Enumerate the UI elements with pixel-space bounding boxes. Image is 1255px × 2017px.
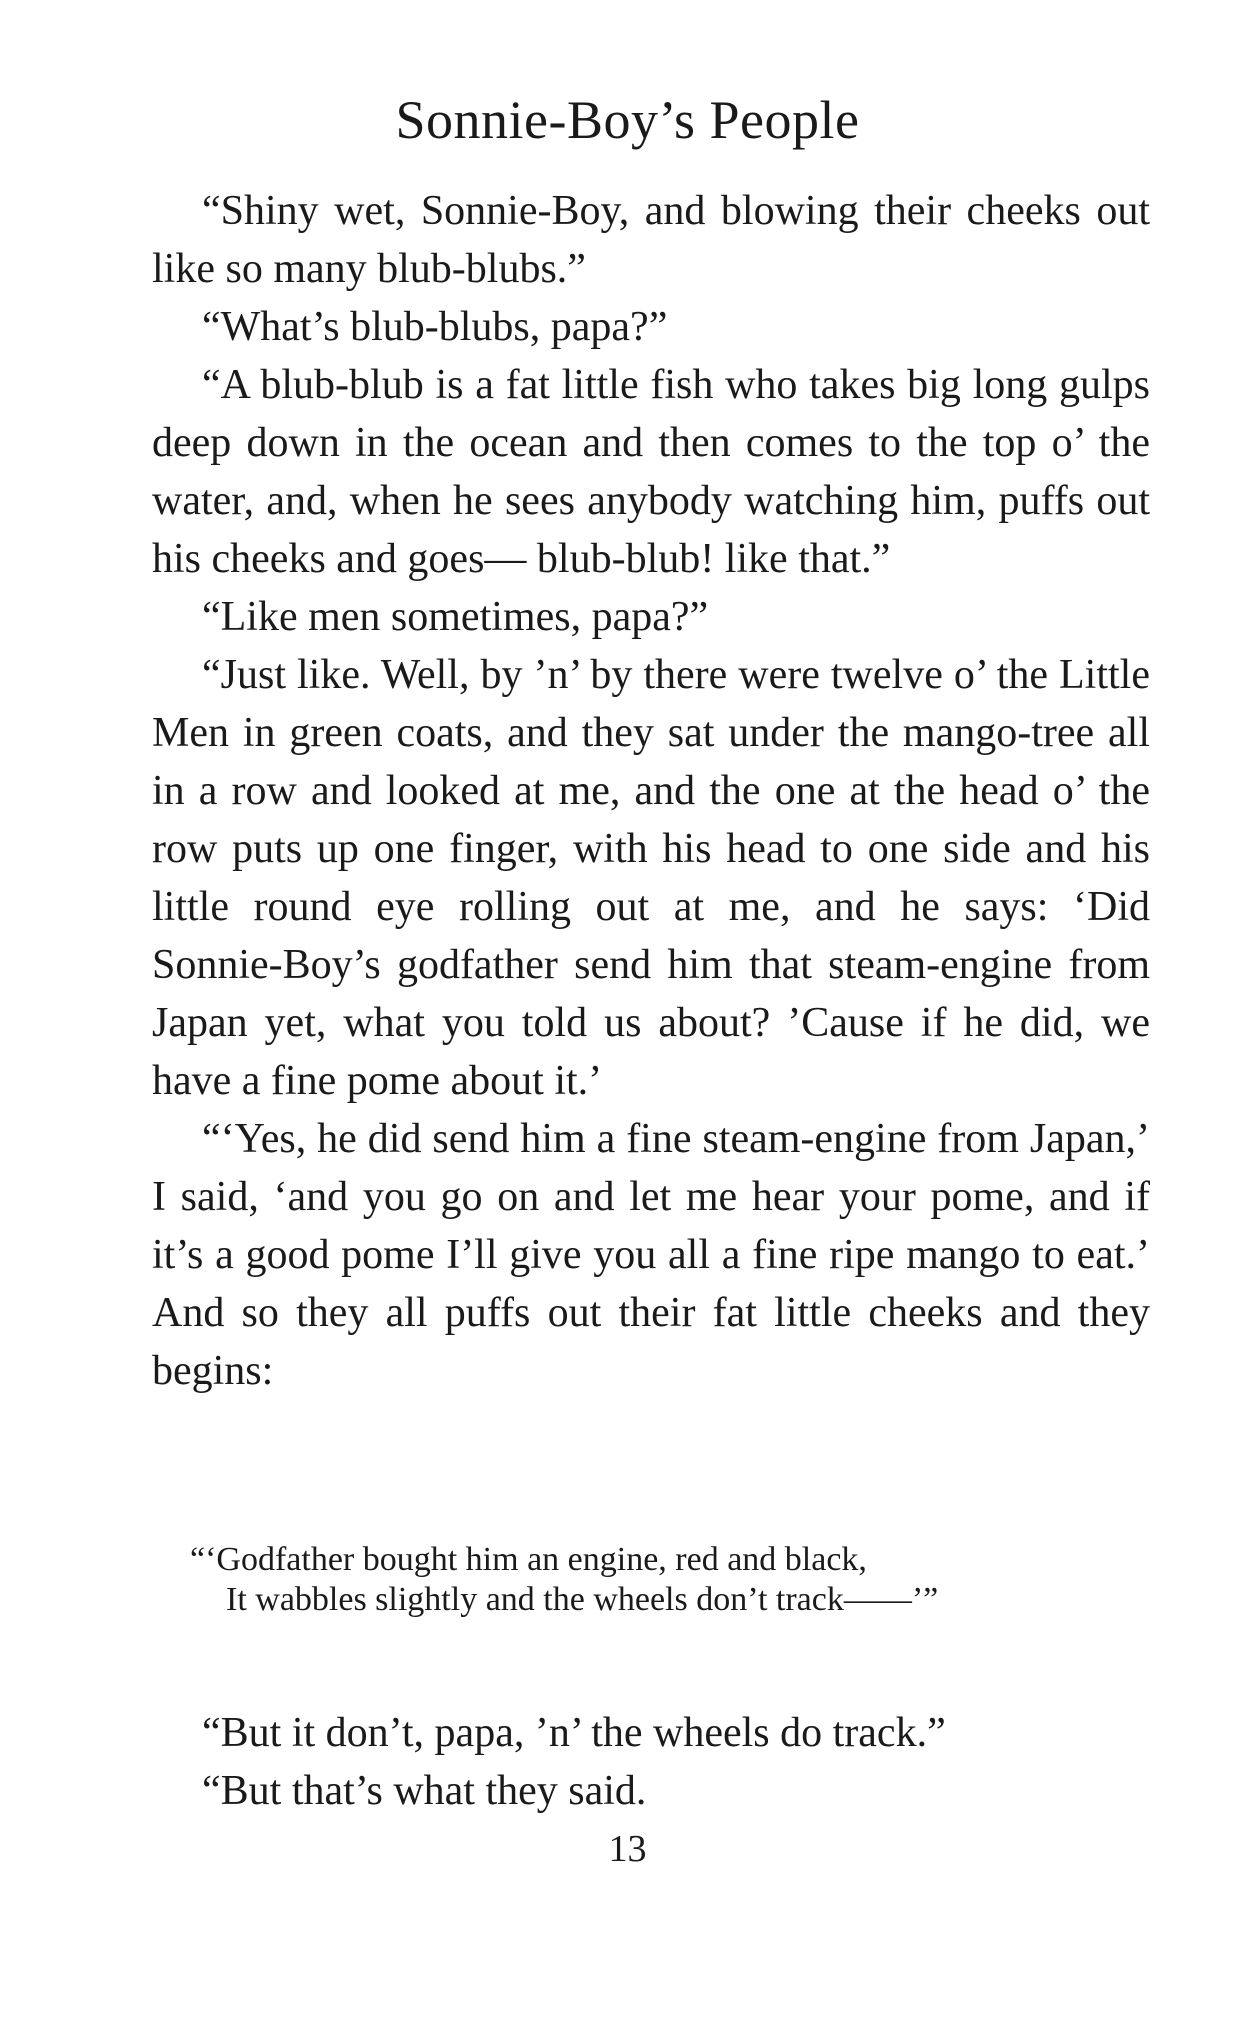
paragraph: “Just like. Well, by ’n’ by there were twelve o’ the Little Men in green coats, and they sat under the mango-tree all in a row and looked at me, and the one at the head o’ the row puts up one finger, with his head to one side and his little round eye rolling out at me, and he says: ‘Did Sonnie-Boy’s godfather send him that steam-engine from Japan yet, what you told us about? ’Cause if he did, we have a fine pome about it.’ (152, 652, 1150, 1104)
closing-text (152, 1704, 1150, 1820)
paragraph: “But it don’t, papa, ’n’ the wheels do track.” (202, 1710, 946, 1756)
paragraph: “Shiny wet, Sonnie-Boy, and blowing their cheeks out like so many blub-blubs.” (152, 188, 1150, 292)
paragraph: “What’s blub-blubs, papa?” (202, 304, 668, 350)
page-number: 13 (608, 1828, 647, 1870)
running-head: Sonnie-Boy’s People (395, 90, 860, 150)
body-text (152, 182, 1150, 1400)
paragraph: “But that’s what they said. (202, 1768, 647, 1814)
verse-block (190, 1540, 1130, 1620)
paragraph: “Like men sometimes, papa?” (202, 594, 709, 640)
verse-line: It wabbles slightly and the wheels don’t track——’” (226, 1581, 939, 1618)
paragraph: “A blub-blub is a fat little fish who takes big long gulps deep down in the ocean and then comes to the top o’ the water, and, when he sees anybody watching him, puffs out his cheeks and goes— blub-blub! like that.” (152, 362, 1150, 582)
verse-line: “‘Godfather bought him an engine, red and black, (190, 1541, 867, 1578)
paragraph: “‘Yes, he did send him a fine steam-engine from Japan,’ I said, ‘and you go on and let me hear your pome, and if it’s a good pome I’ll give you all a fine ripe mango to eat.’ And so they all puffs out their fat little cheeks and they begins: (152, 1116, 1150, 1394)
